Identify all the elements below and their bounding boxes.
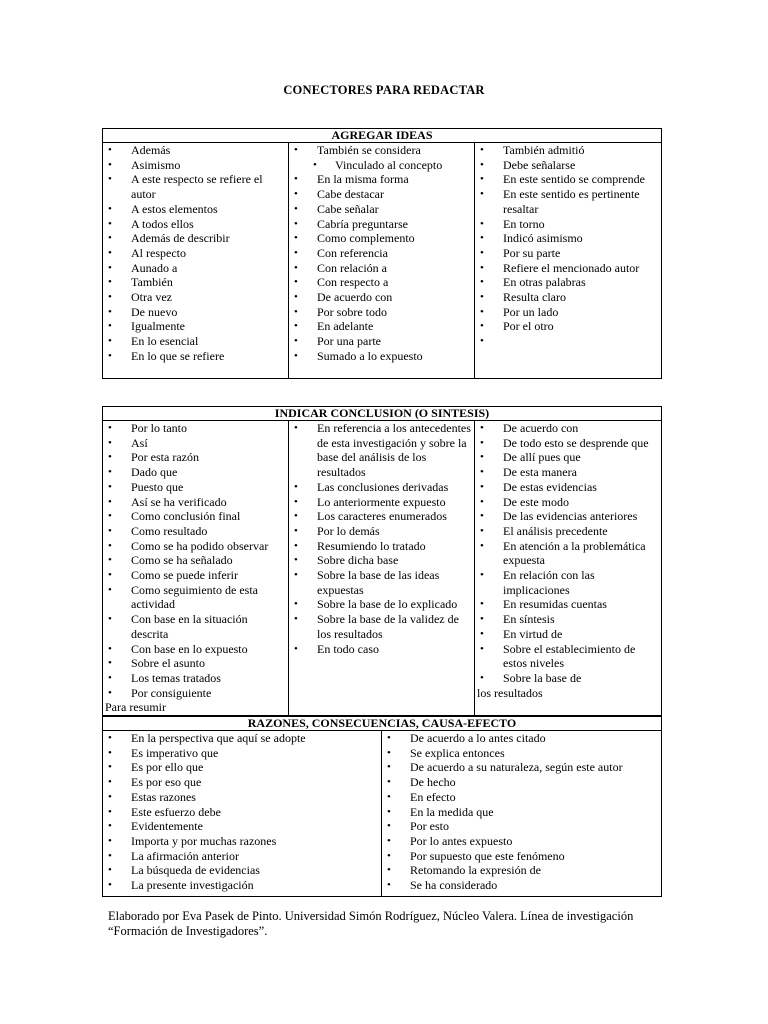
list-item: • De acuerdo a lo antes citado: [382, 731, 661, 746]
list-item: • De hecho: [382, 775, 661, 790]
list-item: • Refiere el mencionado autor: [475, 261, 661, 276]
list-item: • Por lo tanto: [103, 421, 288, 436]
list-item: • En relación con las implicaciones: [475, 568, 661, 597]
list-item: • Debe señalarse: [475, 158, 661, 173]
list-item: • En la misma forma: [289, 172, 474, 187]
conclusion-col1-tail: Para resumir: [105, 700, 166, 715]
list-item: • Como seguimiento de esta actividad: [103, 583, 288, 612]
list-item: • Resumiendo lo tratado: [289, 539, 474, 554]
list-item: • Evidentemente: [103, 819, 381, 834]
agregar-ideas-table: [102, 128, 662, 379]
list-item: • Por esto: [382, 819, 661, 834]
list-item: • Es por ello que: [103, 760, 381, 775]
list-item: • De todo esto se desprende que: [475, 436, 661, 451]
list-item: • Las conclusiones derivadas: [289, 480, 474, 495]
list-item: • Así: [103, 436, 288, 451]
list-item: • Además de describir: [103, 231, 288, 246]
list-item: • De nuevo: [103, 305, 288, 320]
list-item: • En lo que se refiere: [103, 349, 288, 364]
list-item: • La afirmación anterior: [103, 849, 381, 864]
list-item: • Sobre la base de lo explicado: [289, 597, 474, 612]
list-item: • Otra vez: [103, 290, 288, 305]
list-item: • Con base en lo expuesto: [103, 642, 288, 657]
conclusion-col-3: [475, 421, 662, 716]
list-item: • También admitió: [475, 143, 661, 158]
list-item: • Estas razones: [103, 790, 381, 805]
conclusion-table: [102, 406, 662, 716]
conclusion-col-1: [103, 421, 289, 716]
list-item: • Por sobre todo: [289, 305, 474, 320]
list-item: • En efecto: [382, 790, 661, 805]
list-item: • A este respecto se refiere el autor: [103, 172, 288, 201]
list-item: • De esta manera: [475, 465, 661, 480]
conclusion-col-2: [289, 421, 475, 716]
list-item: • Como complemento: [289, 231, 474, 246]
list-item: • De acuerdo con: [289, 290, 474, 305]
list-item: • Por supuesto que este fenómeno: [382, 849, 661, 864]
list-item: • Con base en la situación descrita: [103, 612, 288, 641]
list-item: • En adelante: [289, 319, 474, 334]
list-item: • En virtud de: [475, 627, 661, 642]
list-item: • La presente investigación: [103, 878, 381, 893]
agregar-col-3: [475, 143, 662, 379]
list-item: • De acuerdo a su naturaleza, según este autor: [382, 760, 661, 775]
list-item: • Indicó asimismo: [475, 231, 661, 246]
list-item: • Con referencia: [289, 246, 474, 261]
agregar-ideas-header: AGREGAR IDEAS: [103, 129, 662, 143]
list-item: • En lo esencial: [103, 334, 288, 349]
razones-col-1: [103, 731, 382, 897]
list-item: • En todo caso: [289, 642, 474, 657]
page-title: CONECTORES PARA REDACTAR: [283, 83, 485, 97]
list-item: • Así se ha verificado: [103, 495, 288, 510]
list-item: • El análisis precedente: [475, 524, 661, 539]
footer-line-2: “Formación de Investigadores”.: [108, 924, 268, 938]
list-item: • De acuerdo con: [475, 421, 661, 436]
list-item: • Cabe destacar: [289, 187, 474, 202]
list-item: • Como conclusión final: [103, 509, 288, 524]
razones-col-2: [382, 731, 662, 897]
list-item: • Como se ha señalado: [103, 553, 288, 568]
list-item: • Además: [103, 143, 288, 158]
list-item: • En síntesis: [475, 612, 661, 627]
list-item: • Lo anteriormente expuesto: [289, 495, 474, 510]
list-item: • Como se ha podido observar: [103, 539, 288, 554]
list-item: • Al respecto: [103, 246, 288, 261]
list-item: • También: [103, 275, 288, 290]
list-item: • Por lo demás: [289, 524, 474, 539]
list-item: • Se ha considerado: [382, 878, 661, 893]
list-item: • Retomando la expresión de: [382, 863, 661, 878]
list-item: • Por una parte: [289, 334, 474, 349]
list-item: • Los caracteres enumerados: [289, 509, 474, 524]
list-item: • En este sentido es pertinente resaltar: [475, 187, 661, 216]
list-item: • Cabe señalar: [289, 202, 474, 217]
list-item: • Resulta claro: [475, 290, 661, 305]
list-item: • Sobre la base de las ideas expuestas: [289, 568, 474, 597]
list-item: • Por consiguiente: [103, 686, 288, 701]
list-item: • Importa y por muchas razones: [103, 834, 381, 849]
list-item: • En otras palabras: [475, 275, 661, 290]
list-item: • En la medida que: [382, 805, 661, 820]
list-item: • Este esfuerzo debe: [103, 805, 381, 820]
list-item: • Vinculado al concepto: [289, 158, 474, 173]
list-item: • En referencia a los antecedentes de esta investigación y sobre la base del análisis de los resultados: [289, 421, 474, 480]
list-item: • Por el otro: [475, 319, 661, 334]
footer-line-1: Elaborado por Eva Pasek de Pinto. Universidad Simón Rodríguez, Núcleo Valera. Línea de investigación: [108, 909, 634, 923]
list-item: • Como resultado: [103, 524, 288, 539]
list-item: • Por esta razón: [103, 450, 288, 465]
list-item: • Con relación a: [289, 261, 474, 276]
footer-credit: [108, 909, 668, 939]
list-item: • En resumidas cuentas: [475, 597, 661, 612]
list-item: • De este modo: [475, 495, 661, 510]
list-item: • Los temas tratados: [103, 671, 288, 686]
list-item: • Como se puede inferir: [103, 568, 288, 583]
list-item: • Igualmente: [103, 319, 288, 334]
list-item: • Cabría preguntarse: [289, 217, 474, 232]
list-item: • En atención a la problemática expuesta: [475, 539, 661, 568]
list-item: • Aunado a: [103, 261, 288, 276]
list-item: • A todos ellos: [103, 217, 288, 232]
list-item: • En este sentido se comprende: [475, 172, 661, 187]
razones-table: [102, 716, 662, 897]
list-item: • Sobre la base de la validez de los resultados: [289, 612, 474, 641]
list-item: • De las evidencias anteriores: [475, 509, 661, 524]
list-item: • Es por eso que: [103, 775, 381, 790]
list-item: • Se explica entonces: [382, 746, 661, 761]
list-item: • En la perspectiva que aquí se adopte: [103, 731, 381, 746]
list-item: • Puesto que: [103, 480, 288, 495]
list-item: • Sobre la base de: [475, 671, 661, 686]
list-item: • También se considera: [289, 143, 474, 158]
list-item: • La búsqueda de evidencias: [103, 863, 381, 878]
agregar-col-1: [103, 143, 289, 379]
list-item: • De allí pues que: [475, 450, 661, 465]
conclusion-header: INDICAR CONCLUSION (O SINTESIS): [103, 407, 662, 421]
list-item: • Sumado a lo expuesto: [289, 349, 474, 364]
list-item: • Es imperativo que: [103, 746, 381, 761]
list-item: • Sobre el asunto: [103, 656, 288, 671]
list-item: • A estos elementos: [103, 202, 288, 217]
list-item: • Con respecto a: [289, 275, 474, 290]
list-item: • Dado que: [103, 465, 288, 480]
list-item: • Por un lado: [475, 305, 661, 320]
conclusion-col3-tail: los resultados: [477, 685, 543, 700]
list-item: • Sobre dicha base: [289, 553, 474, 568]
list-item: • Sobre el establecimiento de estos niveles: [475, 642, 661, 671]
list-item: • De estas evidencias: [475, 480, 661, 495]
list-item: • Asimismo: [103, 158, 288, 173]
list-item: • Por lo antes expuesto: [382, 834, 661, 849]
agregar-col-2: [289, 143, 475, 379]
razones-header: RAZONES, CONSECUENCIAS, CAUSA-EFECTO: [103, 717, 662, 731]
list-item: • Por su parte: [475, 246, 661, 261]
list-item: • En torno: [475, 217, 661, 232]
